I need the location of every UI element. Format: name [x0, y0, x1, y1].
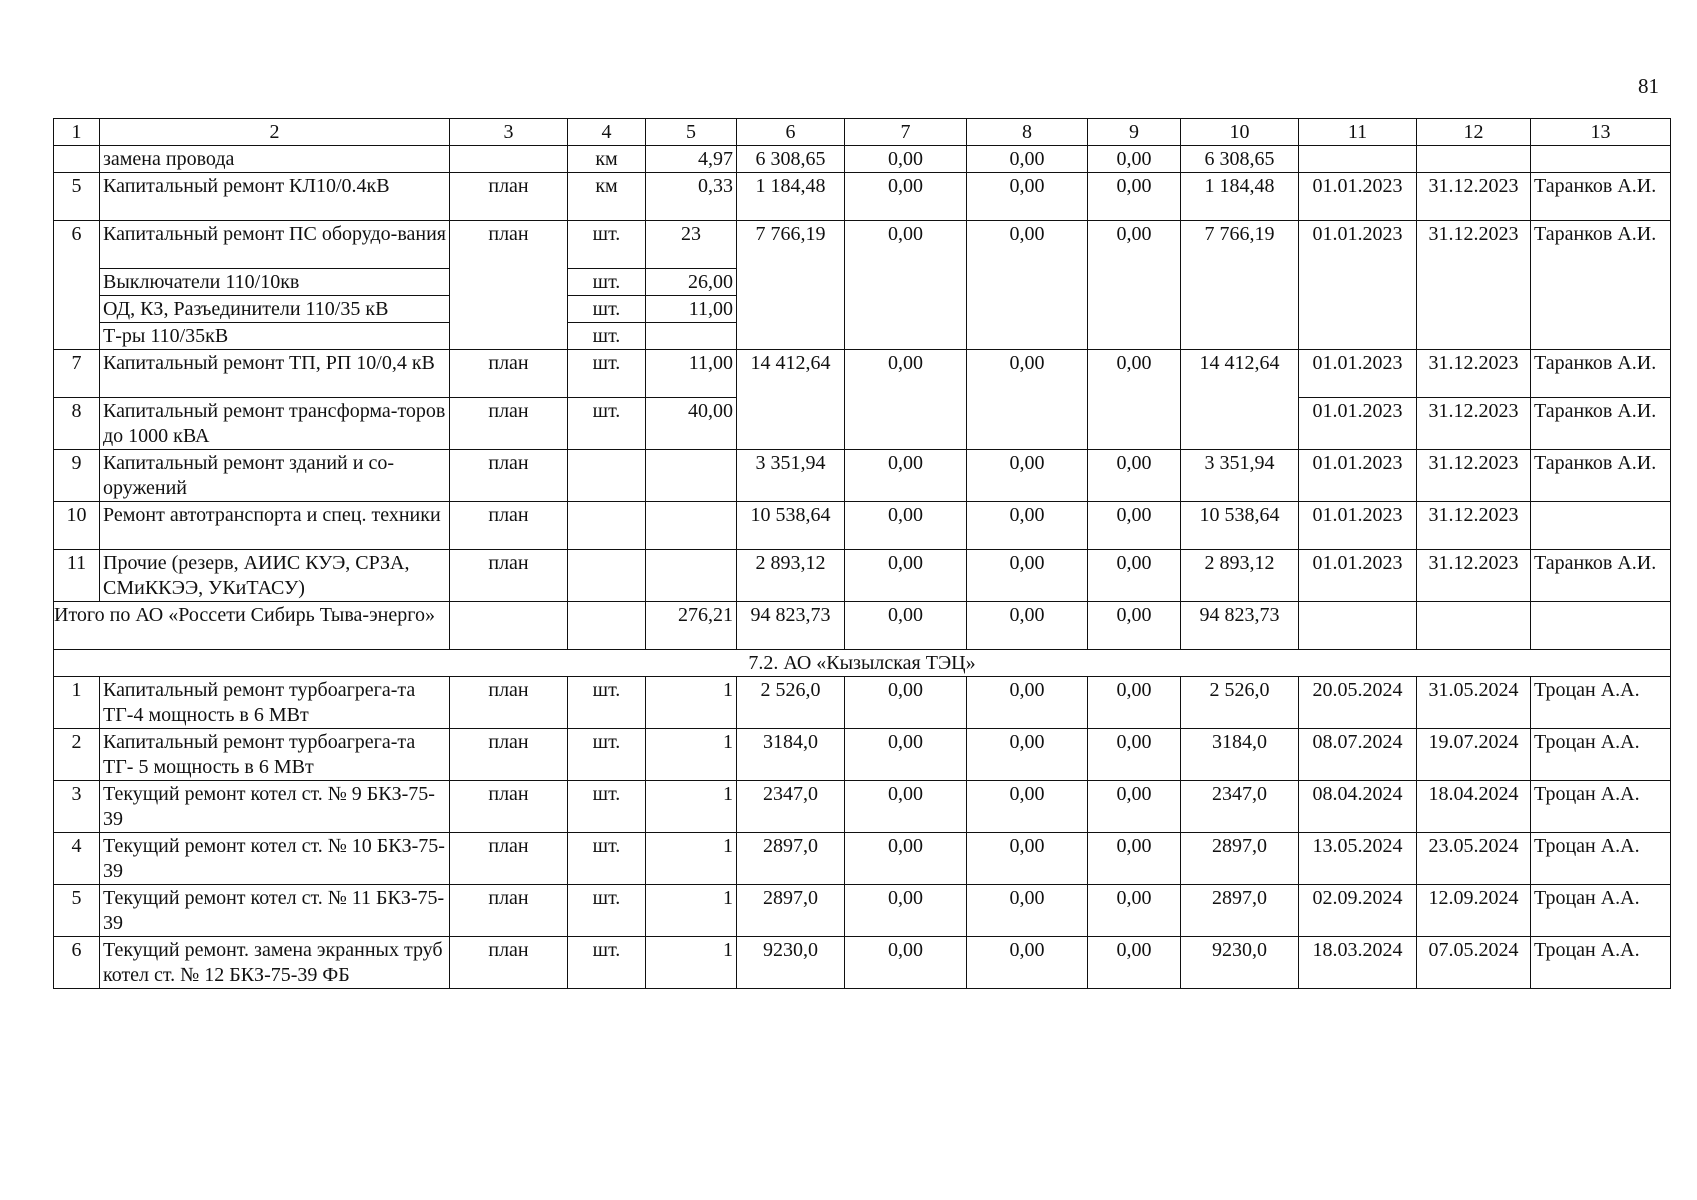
end-date: 31.12.2023: [1417, 221, 1531, 350]
work-name: Текущий ремонт котел ст. № 11 БКЗ-75-39: [100, 885, 450, 937]
cost-col9: 0,00: [1088, 602, 1181, 650]
responsible: [1531, 502, 1671, 550]
work-type: план: [450, 502, 568, 550]
start-date: [1299, 146, 1417, 173]
table-row: [54, 450, 1671, 502]
unit: шт.: [568, 729, 646, 781]
table-row: [54, 146, 1671, 173]
quantity: 11,00: [646, 350, 737, 398]
cost-col10: 2 526,0: [1181, 677, 1299, 729]
work-name: Текущий ремонт. замена экранных труб котел ст. № 12 БКЗ-75-39 ФБ: [100, 937, 450, 989]
cost-col7: 0,00: [845, 450, 967, 502]
cost-col9: 0,00: [1088, 350, 1181, 450]
cost-col10: 10 538,64: [1181, 502, 1299, 550]
column-number: 9: [1088, 119, 1181, 146]
work-type: план: [450, 173, 568, 221]
cost-col10: 9230,0: [1181, 937, 1299, 989]
cost-col10: 3184,0: [1181, 729, 1299, 781]
cost-col10: 94 823,73: [1181, 602, 1299, 650]
unit: [568, 502, 646, 550]
cost-total: 2 893,12: [737, 550, 845, 602]
work-type: план: [450, 450, 568, 502]
unit: шт.: [568, 221, 646, 269]
cost-col8: 0,00: [967, 781, 1088, 833]
unit: шт.: [568, 833, 646, 885]
cost-col7: 0,00: [845, 502, 967, 550]
row-number: 2: [54, 729, 100, 781]
cost-total: 2897,0: [737, 833, 845, 885]
cost-total: 2897,0: [737, 885, 845, 937]
column-number-header: [54, 119, 1671, 146]
cost-total: 9230,0: [737, 937, 845, 989]
cost-col7: 0,00: [845, 729, 967, 781]
work-type: план: [450, 833, 568, 885]
start-date: 01.01.2023: [1299, 398, 1417, 450]
cost-col9: 0,00: [1088, 677, 1181, 729]
start-date: [1299, 602, 1417, 650]
end-date: 31.12.2023: [1417, 398, 1531, 450]
work-name: Капитальный ремонт ТП, РП 10/0,4 кВ: [100, 350, 450, 398]
cost-col9: 0,00: [1088, 729, 1181, 781]
start-date: 01.01.2023: [1299, 550, 1417, 602]
quantity: [646, 550, 737, 602]
cost-total: 3 351,94: [737, 450, 845, 502]
cost-col10: 3 351,94: [1181, 450, 1299, 502]
responsible: Троцан А.А.: [1531, 781, 1671, 833]
cost-col10: 1 184,48: [1181, 173, 1299, 221]
cost-total: 10 538,64: [737, 502, 845, 550]
page-number: 81: [1638, 74, 1659, 98]
work-type: план: [450, 221, 568, 350]
column-number: 11: [1299, 119, 1417, 146]
row-number: 4: [54, 833, 100, 885]
work-name: Капитальный ремонт турбоагрега-та ТГ-4 мощность в 6 МВт: [100, 677, 450, 729]
row-number: [54, 146, 100, 173]
row-number: 11: [54, 550, 100, 602]
cost-total: 1 184,48: [737, 173, 845, 221]
cost-col10: 7 766,19: [1181, 221, 1299, 350]
unit: шт.: [568, 781, 646, 833]
work-name: Капитальный ремонт турбоагрега-та ТГ- 5 мощность в 6 МВт: [100, 729, 450, 781]
responsible: [1531, 146, 1671, 173]
start-date: 01.01.2023: [1299, 173, 1417, 221]
work-name: Капитальный ремонт зданий и со-оружений: [100, 450, 450, 502]
column-number: 13: [1531, 119, 1671, 146]
cost-col7: 0,00: [845, 146, 967, 173]
end-date: 07.05.2024: [1417, 937, 1531, 989]
work-name: Ремонт автотранспорта и спец. техники: [100, 502, 450, 550]
quantity: 26,00: [646, 269, 737, 296]
column-number: 7: [845, 119, 967, 146]
unit: [568, 550, 646, 602]
total-row: [54, 602, 1671, 650]
quantity: 40,00: [646, 398, 737, 450]
quantity: 23: [646, 221, 737, 269]
column-number: 10: [1181, 119, 1299, 146]
unit: [568, 450, 646, 502]
unit: шт.: [568, 398, 646, 450]
row-number: 7: [54, 350, 100, 398]
table-row: [54, 677, 1671, 729]
cost-col9: 0,00: [1088, 502, 1181, 550]
cost-col7: 0,00: [845, 221, 967, 350]
table-row: [54, 550, 1671, 602]
end-date: 19.07.2024: [1417, 729, 1531, 781]
start-date: 01.01.2023: [1299, 502, 1417, 550]
quantity: 1: [646, 885, 737, 937]
sub-item-name: Т-ры 110/35кВ: [100, 323, 450, 350]
cost-col10: 14 412,64: [1181, 350, 1299, 450]
work-type: план: [450, 350, 568, 398]
cost-total: 7 766,19: [737, 221, 845, 350]
responsible: Троцан А.А.: [1531, 677, 1671, 729]
unit: шт.: [568, 677, 646, 729]
start-date: 18.03.2024: [1299, 937, 1417, 989]
cost-col10: 2 893,12: [1181, 550, 1299, 602]
table-row: [54, 502, 1671, 550]
cost-col8: 0,00: [967, 937, 1088, 989]
repair-plan-table: [53, 118, 1671, 989]
unit: шт.: [568, 269, 646, 296]
responsible: [1531, 602, 1671, 650]
quantity: [646, 323, 737, 350]
cost-col10: 6 308,65: [1181, 146, 1299, 173]
responsible: Таранков А.И.: [1531, 550, 1671, 602]
work-type: план: [450, 937, 568, 989]
row-number: 5: [54, 885, 100, 937]
responsible: Троцан А.А.: [1531, 729, 1671, 781]
work-type: план: [450, 781, 568, 833]
work-name: Капитальный ремонт трансформа-торов до 1000 кВА: [100, 398, 450, 450]
cost-col8: 0,00: [967, 146, 1088, 173]
quantity: 1: [646, 781, 737, 833]
work-name: Капитальный ремонт КЛ10/0.4кВ: [100, 173, 450, 221]
end-date: 12.09.2024: [1417, 885, 1531, 937]
cost-col9: 0,00: [1088, 833, 1181, 885]
unit: км: [568, 173, 646, 221]
column-number: 6: [737, 119, 845, 146]
responsible: Таранков А.И.: [1531, 173, 1671, 221]
quantity: 1: [646, 729, 737, 781]
end-date: 23.05.2024: [1417, 833, 1531, 885]
quantity: 1: [646, 677, 737, 729]
row-number: 6: [54, 221, 100, 350]
cost-col7: 0,00: [845, 937, 967, 989]
cost-col9: 0,00: [1088, 550, 1181, 602]
unit: шт.: [568, 296, 646, 323]
start-date: 08.04.2024: [1299, 781, 1417, 833]
cost-col8: 0,00: [967, 729, 1088, 781]
work-type: план: [450, 398, 568, 450]
cost-col10: 2897,0: [1181, 885, 1299, 937]
cost-col7: 0,00: [845, 602, 967, 650]
work-type: план: [450, 677, 568, 729]
section-title: 7.2. АО «Кызылская ТЭЦ»: [54, 650, 1671, 677]
table-row: [54, 221, 1671, 269]
cost-col9: 0,00: [1088, 781, 1181, 833]
table-row: [54, 833, 1671, 885]
work-type: [450, 146, 568, 173]
cost-col7: 0,00: [845, 677, 967, 729]
end-date: 18.04.2024: [1417, 781, 1531, 833]
cost-col9: 0,00: [1088, 146, 1181, 173]
start-date: 13.05.2024: [1299, 833, 1417, 885]
unit: шт.: [568, 350, 646, 398]
responsible: Троцан А.А.: [1531, 833, 1671, 885]
row-number: 3: [54, 781, 100, 833]
quantity: 1: [646, 937, 737, 989]
row-number: 9: [54, 450, 100, 502]
column-number: 12: [1417, 119, 1531, 146]
cost-col9: 0,00: [1088, 885, 1181, 937]
table-row: [54, 937, 1671, 989]
responsible: Таранков А.И.: [1531, 221, 1671, 350]
cost-col8: 0,00: [967, 677, 1088, 729]
column-number: 5: [646, 119, 737, 146]
work-name: Текущий ремонт котел ст. № 9 БКЗ-75-39: [100, 781, 450, 833]
start-date: 08.07.2024: [1299, 729, 1417, 781]
end-date: [1417, 602, 1531, 650]
cost-col7: 0,00: [845, 550, 967, 602]
work-type: план: [450, 550, 568, 602]
cost-col7: 0,00: [845, 350, 967, 450]
row-number: 5: [54, 173, 100, 221]
end-date: 31.12.2023: [1417, 350, 1531, 398]
cost-col7: 0,00: [845, 781, 967, 833]
cost-col8: 0,00: [967, 602, 1088, 650]
end-date: [1417, 146, 1531, 173]
start-date: 02.09.2024: [1299, 885, 1417, 937]
total-label: Итого по АО «Россети Сибирь Тыва-энерго»: [54, 602, 450, 650]
start-date: 01.01.2023: [1299, 450, 1417, 502]
cost-col8: 0,00: [967, 350, 1088, 450]
end-date: 31.12.2023: [1417, 450, 1531, 502]
cost-col8: 0,00: [967, 550, 1088, 602]
cost-total: 3184,0: [737, 729, 845, 781]
quantity: 1: [646, 833, 737, 885]
unit: шт.: [568, 885, 646, 937]
end-date: 31.12.2023: [1417, 502, 1531, 550]
cost-col7: 0,00: [845, 833, 967, 885]
cost-col10: 2347,0: [1181, 781, 1299, 833]
cost-col10: 2897,0: [1181, 833, 1299, 885]
work-name: Капитальный ремонт ПС оборудо-вания: [100, 221, 450, 269]
cost-col9: 0,00: [1088, 937, 1181, 989]
cost-total: 14 412,64: [737, 350, 845, 450]
section-heading-row: [54, 650, 1671, 677]
start-date: 01.01.2023: [1299, 221, 1417, 350]
table-row: [54, 729, 1671, 781]
row-number: 1: [54, 677, 100, 729]
cost-total: 6 308,65: [737, 146, 845, 173]
cost-total: 94 823,73: [737, 602, 845, 650]
end-date: 31.05.2024: [1417, 677, 1531, 729]
cost-col9: 0,00: [1088, 450, 1181, 502]
work-name: Текущий ремонт котел ст. № 10 БКЗ-75-39: [100, 833, 450, 885]
cost-col7: 0,00: [845, 173, 967, 221]
unit: шт.: [568, 937, 646, 989]
unit: [568, 602, 646, 650]
column-number: 1: [54, 119, 100, 146]
cost-col7: 0,00: [845, 885, 967, 937]
sub-item-name: Выключатели 110/10кв: [100, 269, 450, 296]
row-number: 8: [54, 398, 100, 450]
responsible: Троцан А.А.: [1531, 937, 1671, 989]
end-date: 31.12.2023: [1417, 550, 1531, 602]
work-type: [450, 602, 568, 650]
start-date: 01.01.2023: [1299, 350, 1417, 398]
quantity: 276,21: [646, 602, 737, 650]
responsible: Троцан А.А.: [1531, 885, 1671, 937]
quantity: 11,00: [646, 296, 737, 323]
cost-col9: 0,00: [1088, 221, 1181, 350]
column-number: 3: [450, 119, 568, 146]
start-date: 20.05.2024: [1299, 677, 1417, 729]
work-name: Прочие (резерв, АИИС КУЭ, СРЗА, СМиККЭЭ, УКиТАСУ): [100, 550, 450, 602]
cost-col9: 0,00: [1088, 173, 1181, 221]
cost-col8: 0,00: [967, 221, 1088, 350]
quantity: [646, 502, 737, 550]
table-row: [54, 173, 1671, 221]
end-date: 31.12.2023: [1417, 173, 1531, 221]
responsible: Таранков А.И.: [1531, 350, 1671, 398]
unit: км: [568, 146, 646, 173]
unit: шт.: [568, 323, 646, 350]
cost-col8: 0,00: [967, 173, 1088, 221]
row-number: 6: [54, 937, 100, 989]
responsible: Таранков А.И.: [1531, 450, 1671, 502]
cost-total: 2347,0: [737, 781, 845, 833]
column-number: 8: [967, 119, 1088, 146]
cost-col8: 0,00: [967, 885, 1088, 937]
work-name: замена провода: [100, 146, 450, 173]
table-row: [54, 350, 1671, 398]
work-type: план: [450, 885, 568, 937]
sub-item-name: ОД, КЗ, Разъединители 110/35 кВ: [100, 296, 450, 323]
cost-col8: 0,00: [967, 833, 1088, 885]
column-number: 2: [100, 119, 450, 146]
row-number: 10: [54, 502, 100, 550]
quantity: [646, 450, 737, 502]
responsible: Таранков А.И.: [1531, 398, 1671, 450]
quantity: 4,97: [646, 146, 737, 173]
cost-col8: 0,00: [967, 450, 1088, 502]
table-row: [54, 885, 1671, 937]
column-number: 4: [568, 119, 646, 146]
work-type: план: [450, 729, 568, 781]
cost-col8: 0,00: [967, 502, 1088, 550]
table-row: [54, 781, 1671, 833]
quantity: 0,33: [646, 173, 737, 221]
cost-total: 2 526,0: [737, 677, 845, 729]
